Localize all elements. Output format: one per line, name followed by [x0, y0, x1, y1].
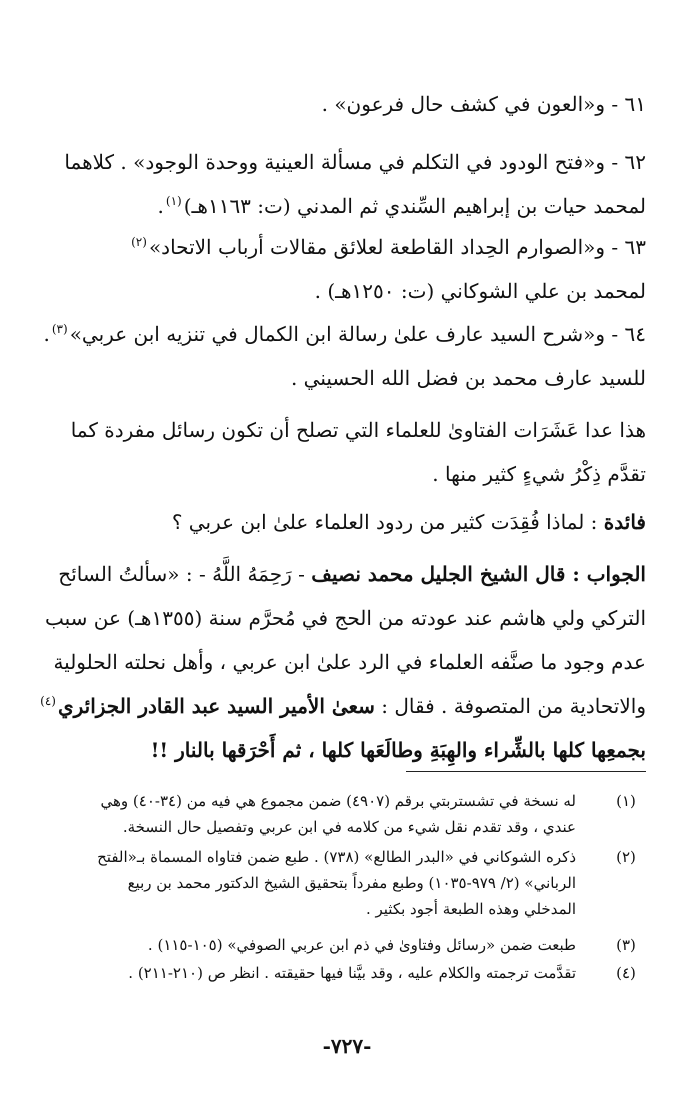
entry-64-line-1: ٦٤ - و«شرح السيد عارف علىٰ رسالة ابن الكمال في تنزيه ابن عربي»$^{(٣)}$. [43, 322, 646, 346]
answer-line-2: التركي ولي هاشم عند عودته من الحج في مُحرَّم سنة (١٣٥٥هـ) عن سبب [44, 606, 646, 630]
faida-question [52, 500, 646, 544]
footnote-1-number: (١) [616, 792, 636, 810]
footnote-2: (٢) ذكره الشوكاني في «البدر الطالع» (٧٣٨) . طبع ضمن فتاواه المسماة بـ«الفتح الرباني» (٢/ ٩٧٩-١٠٣٥) وطبع مفرداً بتحقيق الشيخ الدكتور محمد بن ربيع المدخلي وهذه الطبعة أجود بكثير . [52, 844, 646, 922]
paragraph-line-1: هذا عدا عَشَرَات الفتاوىٰ للعلماء التي تصلح أن تكون رسائل مفردة كما [70, 418, 646, 442]
entry-62-line-2: لمحمد حيات بن إبراهيم السِّندي ثم المدني (ت: ١١٦٣هـ)$^{(١)}$. [157, 194, 646, 218]
footnote-4-number: (٤) [616, 964, 636, 982]
footnote-ref-3: (٣) [51, 322, 68, 337]
footnote-ref-1: (١) [165, 194, 182, 209]
answer-line-5: بجمعِها كلها بالشِّراء والهِبَةِ وطالَعَها كلها ، ثم أَحْرَقها بالنار !! [150, 738, 646, 762]
answer-line-3: عدم وجود ما صنَّفه العلماء في الرد علىٰ ابن عربي ، وأهل نحلته الحلولية [53, 650, 646, 674]
entry-64 [43, 312, 646, 400]
entry-61 [52, 82, 646, 126]
page-number: -٧٢٧- [322, 1034, 372, 1058]
footnote-ref-4: (٤) [40, 694, 56, 709]
footnote-2-number: (٢) [616, 848, 636, 866]
footnote-divider [406, 771, 646, 772]
entry-63-line-1: ٦٣ - و«الصوارم الحِداد القاطعة لعلائق مقالات أرباب الاتحاد»$^{(٢)}$ [131, 235, 646, 259]
paragraph-line-2: تقدَّم ذِكْرُ شيءٍ كثير منها . [432, 462, 646, 486]
answer-line-1: الجواب : قال الشيخ الجليل محمد نصيف - رَحِمَهُ اللَّهُ - : «سألتُ السائح [58, 562, 646, 586]
entry-62-line-1: ٦٢ - و«فتح الودود في التكلم في مسألة العينية ووحدة الوجود» . كلاهما [64, 150, 646, 174]
entry-61-line-1: ٦١ - و«العون في كشف حال فرعون» . [321, 92, 646, 116]
faida-text: : لماذا فُقِدَت كثير من ردود العلماء علىٰ ابن عربي ؟ [171, 510, 598, 534]
answer-line-4: والاتحادية من المتصوفة . فقال : سعىٰ الأمير السيد عبد القادر الجزائري$^{(٤)}$ [40, 694, 646, 718]
faida-label: فائدة [603, 510, 646, 534]
answer-paragraph [40, 552, 646, 772]
footnote-3: (٣) طبعت ضمن «رسائل وفتاوىٰ في ذم ابن عربي الصوفي» (١٠٥-١١٥) . [52, 932, 646, 958]
answer-honorific: - رَحِمَهُ اللَّهُ - [198, 562, 305, 586]
footnote-3-number: (٣) [616, 936, 636, 954]
entry-62 [52, 140, 646, 228]
footnote-1: (١) له نسخة في تشستربتي برقم (٤٩٠٧) ضمن مجموع هي فيه من (٣٤-٤٠) وهي عندي ، وقد تقدم نقل شيء من كلامه في ابن عربي وتفصيل حال النسخة. [52, 788, 646, 840]
footnote-4: (٤) تقدَّمت ترجمته والكلام عليه ، وقد بيَّنا فيها حقيقته . انظر ص (٢١٠-٢١١) . [52, 960, 646, 986]
paragraph-fatawa [52, 408, 646, 496]
entry-63 [52, 225, 646, 313]
entry-64-line-2: للسيد عارف محمد بن فضل الله الحسيني . [290, 366, 646, 390]
footnote-ref-2: (٢) [131, 235, 147, 250]
answer-label: الجواب : قال الشيخ الجليل محمد نصيف [311, 562, 646, 586]
entry-63-line-2: لمحمد بن علي الشوكاني (ت: ١٢٥٠هـ) . [314, 279, 646, 303]
